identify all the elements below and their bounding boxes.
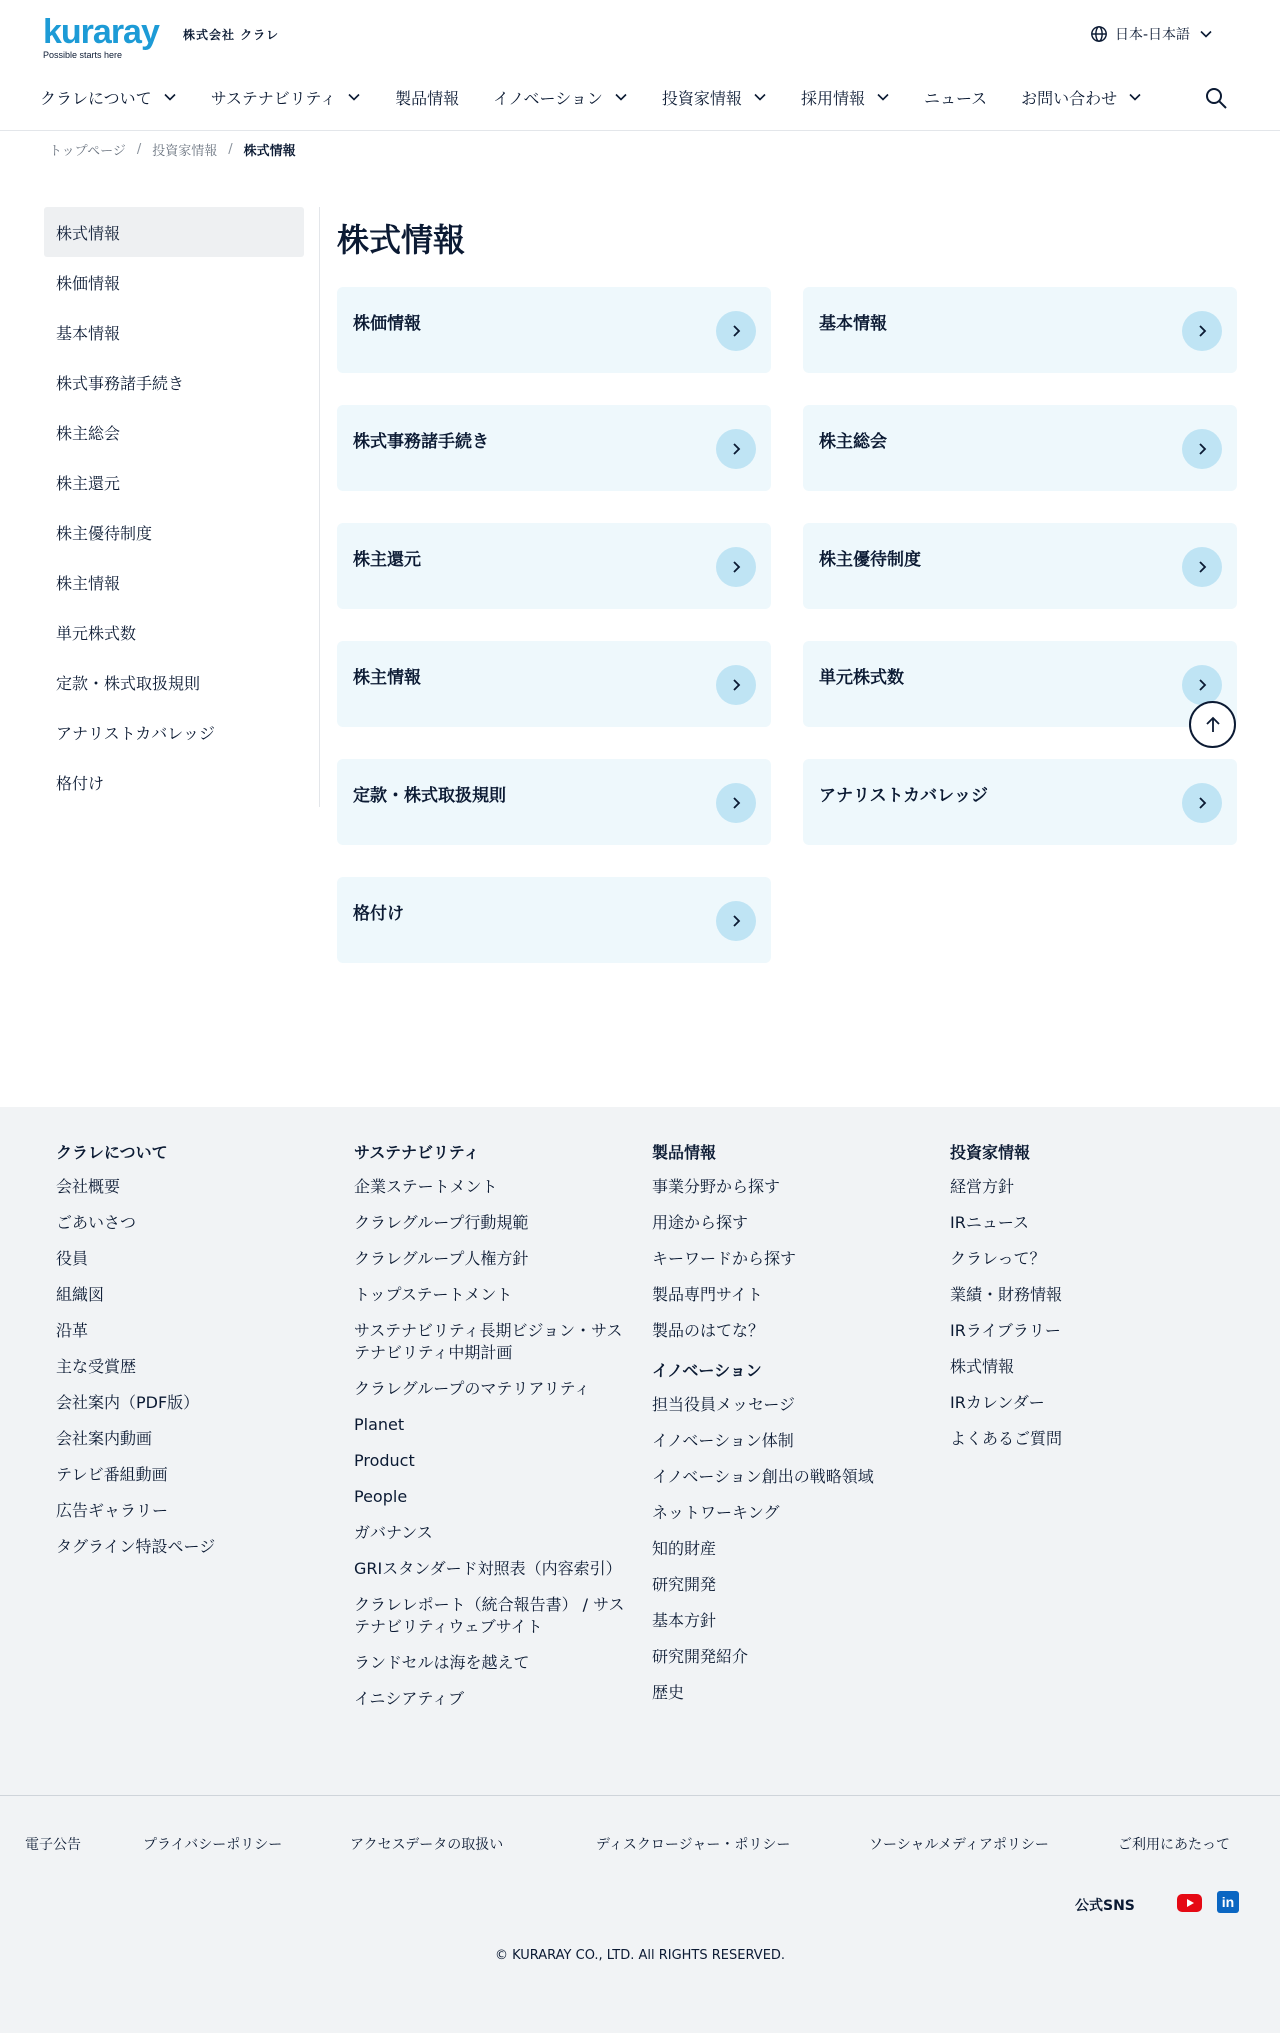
card-label: 株主総会: [819, 432, 887, 452]
footer-link[interactable]: ガバナンス: [354, 1523, 433, 1542]
footer-link[interactable]: 会社案内動画: [56, 1429, 153, 1448]
link-card[interactable]: [803, 523, 1237, 609]
sidebar-item[interactable]: 単元株式数: [56, 623, 137, 643]
footer-link[interactable]: 企業ステートメント: [354, 1177, 498, 1196]
sidebar-item[interactable]: 株式事務諸手続き: [56, 373, 185, 393]
nav-item-3[interactable]: [493, 86, 628, 109]
footer-link[interactable]: クラレグループのマテリアリティ: [354, 1379, 591, 1398]
footer-link[interactable]: People: [354, 1487, 408, 1506]
sidebar-item[interactable]: 株主優待制度: [56, 523, 153, 543]
footer-link[interactable]: 製品専門サイト: [652, 1285, 763, 1304]
chevron-down-icon: [876, 90, 890, 104]
legal-link[interactable]: ソーシャルメディアポリシー: [869, 1837, 1049, 1853]
sidebar-item[interactable]: 株主情報: [56, 573, 121, 593]
chevron-right-icon: [729, 914, 743, 928]
nav-item-5[interactable]: [801, 86, 890, 109]
footer-link[interactable]: 研究開発紹介: [652, 1647, 749, 1666]
footer-link[interactable]: Product: [354, 1451, 415, 1470]
nav-item-label: 投資家情報: [661, 88, 742, 108]
arrow-button[interactable]: [716, 665, 756, 705]
footer-link[interactable]: 製品のはてな？: [652, 1321, 765, 1340]
breadcrumb-separator: /: [228, 142, 233, 157]
logo-wordmark: kuraray: [43, 13, 159, 51]
footer-heading[interactable]: 製品情報: [652, 1143, 717, 1162]
footer-link[interactable]: ネットワーキング: [652, 1503, 780, 1522]
footer-link[interactable]: クラレレポート（統合報告書） / サス テナビリティウェブサイト: [354, 1595, 625, 1636]
footer-link[interactable]: 事業分野から探す: [652, 1177, 781, 1196]
footer-link[interactable]: イノベーション創出の戦略領域: [652, 1467, 874, 1486]
company-name: 株式会社 クラレ: [183, 28, 280, 42]
footer-heading[interactable]: イノベーション: [652, 1361, 762, 1380]
nav-item-label: 製品情報: [395, 88, 460, 108]
link-card[interactable]: [803, 759, 1237, 845]
youtube-icon[interactable]: [1177, 1894, 1202, 1912]
nav-item-label: イノベーション: [493, 88, 603, 108]
footer-column: [652, 1140, 874, 1718]
logo-tagline: Possible starts here: [43, 50, 123, 60]
main-nav: [40, 82, 1176, 112]
legal-link[interactable]: ご利用にあたって: [1118, 1837, 1230, 1853]
sidebar-item[interactable]: 株価情報: [56, 273, 121, 293]
card-label: 株主還元: [353, 550, 421, 570]
chevron-right-icon: [729, 560, 743, 574]
link-card[interactable]: [337, 405, 771, 491]
footer-link[interactable]: クラレグループ行動規範: [354, 1213, 529, 1232]
footer-heading[interactable]: クラレについて: [56, 1143, 168, 1162]
chevron-down-icon: [1199, 27, 1213, 41]
footer-link[interactable]: タグライン特設ページ: [56, 1537, 216, 1556]
card-label: 株価情報: [353, 314, 421, 334]
nav-item-7[interactable]: [1021, 86, 1142, 109]
footer-link[interactable]: Planet: [354, 1415, 405, 1434]
sidebar-item[interactable]: 株式情報: [44, 207, 304, 257]
arrow-button[interactable]: [716, 547, 756, 587]
chevron-down-icon: [347, 90, 361, 104]
breadcrumb-link-ir[interactable]: 投資家情報: [152, 144, 218, 159]
sidebar-item[interactable]: アナリストカバレッジ: [56, 723, 216, 743]
footer-link[interactable]: クラレグループ人権方針: [354, 1249, 529, 1268]
footer-column: [354, 1140, 625, 1724]
footer-link[interactable]: ごあいさつ: [56, 1213, 137, 1232]
footer-divider: [0, 1795, 1280, 1796]
breadcrumb: [49, 140, 296, 159]
card-label: 単元株式数: [819, 668, 904, 688]
arrow-button[interactable]: [716, 311, 756, 351]
footer-link[interactable]: 広告ギャラリー: [56, 1501, 169, 1520]
sidebar-item[interactable]: 定款・株式取扱規則: [56, 673, 201, 693]
language-selector[interactable]: [1090, 24, 1220, 44]
chevron-down-icon: [163, 90, 177, 104]
link-card[interactable]: [337, 641, 771, 727]
chevron-right-icon: [1195, 560, 1209, 574]
footer-link[interactable]: 沿革: [56, 1321, 89, 1340]
card-label: 基本情報: [819, 314, 887, 334]
footer-link[interactable]: 基本方針: [652, 1611, 717, 1630]
kuraray-logo[interactable]: [43, 15, 159, 60]
legal-link[interactable]: アクセスデータの取扱い: [350, 1837, 504, 1853]
nav-item-1[interactable]: [211, 86, 361, 109]
chevron-right-icon: [729, 796, 743, 810]
footer-link[interactable]: イニシアティブ: [354, 1689, 465, 1708]
back-to-top-button[interactable]: [1189, 701, 1236, 748]
footer-column: [56, 1140, 215, 1572]
nav-item-label: サステナビリティ: [210, 88, 337, 108]
nav-item-label: 採用情報: [800, 88, 865, 108]
chevron-right-icon: [1195, 796, 1209, 810]
footer-link[interactable]: 歴史: [652, 1683, 685, 1702]
chevron-down-icon: [614, 90, 628, 104]
sidebar-nav: [44, 207, 304, 807]
footer-link[interactable]: 知的財産: [652, 1539, 717, 1558]
card-label: 定款・株式取扱規則: [353, 786, 506, 806]
language-label: 日本-日本語: [1115, 27, 1191, 43]
chevron-right-icon: [729, 442, 743, 456]
footer-link[interactable]: 経営方針: [950, 1177, 1015, 1196]
sidebar-item[interactable]: 格付け: [56, 773, 105, 793]
link-card[interactable]: [803, 287, 1237, 373]
arrow-button[interactable]: [716, 783, 756, 823]
nav-item-label: お問い合わせ: [1021, 88, 1118, 108]
footer-link[interactable]: 主な受賞歴: [56, 1357, 137, 1376]
card-label: アナリストカバレッジ: [819, 786, 988, 806]
link-card[interactable]: [803, 405, 1237, 491]
arrow-button[interactable]: [1182, 783, 1222, 823]
footer-link[interactable]: IRカレンダー: [950, 1393, 1045, 1412]
chevron-right-icon: [1195, 442, 1209, 456]
arrow-button[interactable]: [1182, 547, 1222, 587]
breadcrumb-current: 株式情報: [243, 144, 296, 159]
nav-item-2[interactable]: [395, 86, 459, 109]
footer-link[interactable]: 担当役員メッセージ: [652, 1395, 796, 1414]
arrow-button[interactable]: [1182, 429, 1222, 469]
search-button[interactable]: [1204, 86, 1228, 114]
sidebar-item[interactable]: 株主還元: [56, 473, 121, 493]
chevron-right-icon: [729, 324, 743, 338]
footer-column: [950, 1140, 1062, 1464]
link-card[interactable]: [337, 287, 771, 373]
footer-link[interactable]: 組織図: [56, 1285, 105, 1304]
footer-link[interactable]: 研究開発: [652, 1575, 717, 1594]
link-card[interactable]: [337, 759, 771, 845]
nav-item-label: ニュース: [923, 88, 988, 108]
legal-link[interactable]: プライバシーポリシー: [143, 1837, 283, 1853]
chevron-down-icon: [1128, 90, 1142, 104]
footer-link[interactable]: トップステートメント: [354, 1285, 513, 1304]
page-title: 株式情報: [337, 221, 466, 259]
footer-link[interactable]: IRライブラリー: [950, 1321, 1061, 1340]
search-icon: [1204, 86, 1228, 110]
footer-link[interactable]: 業績・財務情報: [950, 1285, 1063, 1304]
sns-label: 公式SNS: [1075, 1898, 1135, 1914]
arrow-button[interactable]: [716, 429, 756, 469]
link-card[interactable]: [337, 523, 771, 609]
link-card[interactable]: [337, 877, 771, 963]
footer-link[interactable]: 用途から探す: [652, 1213, 749, 1232]
footer-link[interactable]: よくあるご質問: [950, 1429, 1063, 1448]
footer-link[interactable]: IRニュース: [950, 1213, 1030, 1232]
card-label: 株主優待制度: [819, 550, 921, 570]
chevron-down-icon: [753, 90, 767, 104]
footer-link[interactable]: キーワードから探す: [652, 1249, 797, 1268]
nav-item-4[interactable]: [662, 86, 767, 109]
card-label: 株式事務諸手続き: [353, 432, 489, 452]
legal-link[interactable]: 電子公告: [25, 1837, 81, 1853]
sidebar-item[interactable]: 株主総会: [56, 423, 121, 443]
arrow-button[interactable]: [716, 901, 756, 941]
copyright: © KURARAY CO., LTD. All RIGHTS RESERVED.: [494, 1948, 786, 1963]
chevron-right-icon: [1195, 678, 1209, 692]
link-card[interactable]: [803, 641, 1237, 727]
arrow-button[interactable]: [1182, 311, 1222, 351]
site-header: [0, 0, 1280, 131]
arrow-button[interactable]: [1182, 665, 1222, 705]
footer-link[interactable]: 会社概要: [56, 1177, 121, 1196]
linkedin-icon[interactable]: in: [1217, 1891, 1239, 1913]
footer-link[interactable]: クラレって？: [950, 1249, 1046, 1268]
footer-link[interactable]: イノベーション体制: [652, 1431, 794, 1450]
chevron-right-icon: [1195, 324, 1209, 338]
arrow-up-icon: [1203, 715, 1223, 735]
sidebar-divider: [319, 207, 320, 807]
sidebar-item[interactable]: 基本情報: [56, 323, 121, 343]
footer-link[interactable]: 役員: [56, 1249, 89, 1268]
footer-link[interactable]: サステナビリティ長期ビジョン・サス テナビリティ中期計画: [354, 1321, 623, 1362]
nav-item-6[interactable]: [924, 86, 987, 109]
card-label: 格付け: [353, 904, 404, 924]
card-label: 株主情報: [353, 668, 421, 688]
footer-link[interactable]: ランドセルは海を越えて: [354, 1653, 530, 1672]
breadcrumb-link-top[interactable]: トップページ: [49, 144, 126, 159]
footer-link[interactable]: テレビ番組動画: [56, 1465, 168, 1484]
footer-link[interactable]: 会社案内（PDF版）: [56, 1393, 200, 1412]
nav-item-label: クラレについて: [40, 88, 152, 108]
nav-item-0[interactable]: [40, 86, 177, 109]
footer-heading[interactable]: サステナビリティ: [354, 1143, 480, 1162]
globe-icon: [1090, 25, 1108, 43]
footer-link[interactable]: GRIスタンダード対照表（内容索引）: [354, 1559, 622, 1578]
breadcrumb-separator: /: [136, 142, 142, 157]
chevron-right-icon: [729, 678, 743, 692]
legal-link[interactable]: ディスクロージャー・ポリシー: [596, 1837, 791, 1853]
footer-heading[interactable]: 投資家情報: [950, 1143, 1031, 1162]
footer-link[interactable]: 株式情報: [950, 1357, 1015, 1376]
